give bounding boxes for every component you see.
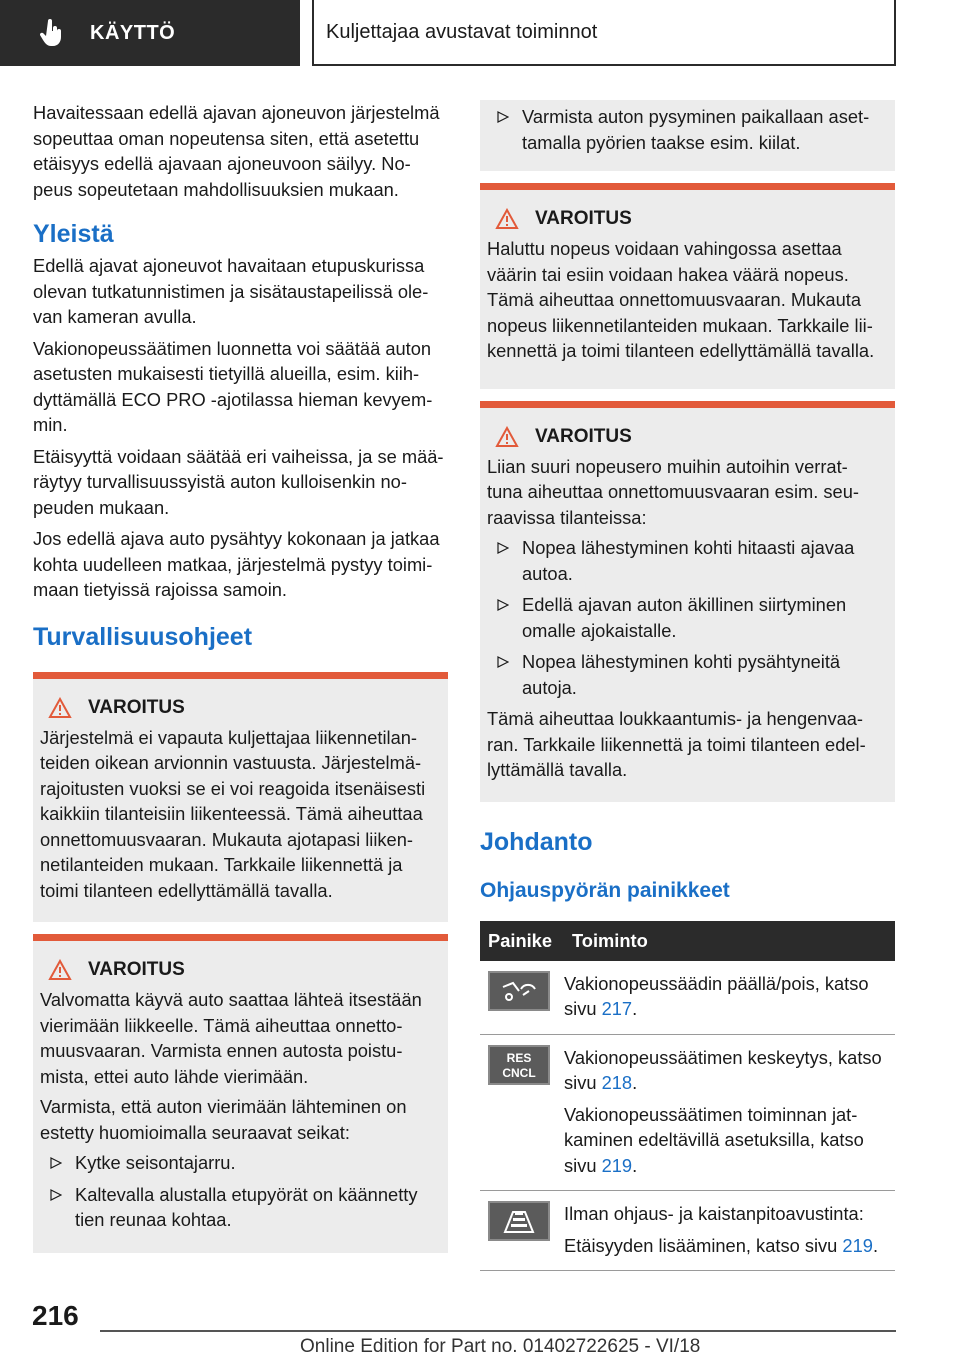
warning-triangle-icon	[48, 697, 72, 719]
page-number: 216	[32, 1300, 79, 1331]
heading-ohjauspyoran-painikkeet: Ohjauspyörän painikkeet	[480, 878, 730, 902]
bullet-list	[40, 1150, 440, 1233]
column-header-button: Painike	[480, 921, 564, 961]
function-cell: Vakionopeussäätimen keskeytys, katso sivu 218. Vakionopeussäätimen toiminnan jat‐ kaminen edeltävillä asetuksilla, katso sivu 219.	[564, 1034, 895, 1191]
bullet-triangle-icon	[497, 599, 509, 611]
table-row	[480, 961, 895, 1035]
distance-increase-icon	[488, 1201, 550, 1241]
bullet-triangle-icon	[50, 1157, 62, 1169]
paragraph-radar: Edellä ajavat ajoneuvot havaitaan etupuskurissa olevan tutkatunnistimen ja sisätaustapeilissä ole‐ van kameran avulla.	[33, 255, 429, 327]
warning-box-speed-difference	[480, 401, 895, 802]
warning-box-continued	[480, 100, 895, 171]
cncl-label: CNCL	[502, 1065, 536, 1080]
list-item: Edellä ajavan auton äkillinen siirtyminen omalle ajokaistalle.	[487, 592, 887, 643]
paragraph-distance: Etäisyyttä voidaan säätää eri vaiheissa, ja se mää‐ räytyy turvallisuussyistä auton kulloisenkin no‐ peuden mukaan.	[33, 445, 444, 518]
table-row	[480, 1034, 895, 1191]
bullet-list	[487, 535, 887, 700]
page-link[interactable]: 217	[601, 998, 633, 1019]
chapter-header	[312, 0, 896, 66]
hand-pointer-icon	[38, 19, 66, 47]
warning-box-wrong-speed	[480, 183, 895, 389]
warning-box-responsibility	[33, 672, 448, 923]
bullet-triangle-icon	[497, 111, 509, 123]
warning-text: Haluttu nopeus voidaan vahingossa asettaa väärin tai esiin voidaan hakea väärä nopeus. Tämä aiheuttaa onnettomuusvaaran. Mukauta nopeus liikennetilanteiden mukaan. Tarkkaile lii‐ kennettä ja toimi tilanteen edellyttämällä tavalla.	[487, 238, 875, 361]
footer-edition: Online Edition for Part no. 01402722625 - VI/18	[300, 1336, 701, 1357]
res-label: RES	[506, 1050, 532, 1065]
warning-box-rolling	[33, 934, 448, 1253]
warning-title-text: VAROITUS	[535, 425, 632, 447]
table-row	[480, 1191, 895, 1271]
chapter-title: Kuljettajaa avustavat toiminnot	[326, 20, 598, 43]
page-link[interactable]: 218	[601, 1072, 633, 1093]
list-item: Kytke seisontajarru.	[40, 1150, 440, 1176]
function-cell: Vakionopeussäädin päällä/pois, katso sivu 217.	[564, 961, 895, 1035]
warning-text-checklist-intro: Varmista, että auton vierimään lähteminen on estetty huomioimalla seuraavat seikat:	[40, 1096, 407, 1143]
paragraph-character: Vakionopeussäätimen luonnetta voi säätää auton asetusten mukaisesti tietyillä alueilla, esim. kiih‐ dyttämällä ECO PRO -ajotilassa hieman kevyem‐ min.	[33, 337, 433, 435]
warning-title-text: VAROITUS	[88, 959, 185, 980]
page-link[interactable]: 219	[601, 1154, 633, 1176]
right-column	[480, 100, 895, 1271]
column-header-function: Toiminto	[564, 921, 895, 961]
warning-title	[495, 426, 887, 448]
warning-text-consequence: Tämä aiheuttaa loukkaantumis- ja hengenvaa‐ ran. Tarkkaile liikennettä ja toimi tilanteen edel‐ lyttämällä tavalla.	[487, 708, 866, 780]
warning-text: Järjestelmä ei vapauta kuljettajaa liikennetilan‐ teiden oikean arvionnin vastuusta. Järjestelmä‐ rajoitusten vuoksi se ei voi reagoida itsenäisesti kaikkiin tilanteisiin liikenteessä. Tämä aiheuttaa onnettomuusvaaran. Mukauta ajotapasi liiken‐ netilanteiden mukaan. Tarkkaile liikennettä ja toimi tilanteen edellyttämällä tavalla.	[40, 726, 426, 901]
list-item: Nopea lähestyminen kohti hitaasti ajavaa autoa.	[487, 535, 887, 586]
warning-title-text: VAROITUS	[535, 208, 632, 229]
left-column	[33, 100, 448, 1253]
cruise-control-onoff-icon	[488, 971, 550, 1011]
bullet-list	[487, 104, 887, 155]
paragraph-stop-go: Jos edellä ajava auto pysähtyy kokonaan ja jatkaa kohta uudelleen matkaa, järjestelmä pystyy toimi‐ maan tietyissä rajoissa samoin.	[33, 528, 440, 600]
heading-turvallisuusohjeet: Turvallisuusohjeet	[33, 622, 253, 651]
intro-paragraph: Havaitessaan edellä ajavan ajoneuvon järjestelmä sopeuttaa oman nopeutensa siten, että asetettu etäisyys edellä ajavaan ajoneuvoon säilyy. No‐ peus sopeutetaan mahdollisuuksien mukaan.	[33, 102, 440, 200]
list-item: Kaltevalla alustalla etupyörät on käännetty tien reunaa kohtaa.	[40, 1182, 440, 1233]
list-item: Varmista auton pysyminen paikallaan aset‐ tamalla pyörien taakse esim. kiilat.	[487, 104, 887, 155]
footer-divider	[100, 1330, 896, 1332]
warning-text: Valvomatta käyvä auto saattaa lähteä itsestään vierimään liikkeelle. Tämä aiheuttaa onnetto‐ muusvaaran. Varmista ennen autosta poistu‐ mista, ettei auto lähde vierimään.	[40, 989, 422, 1087]
header-section-tab	[0, 0, 300, 66]
warning-title-text: VAROITUS	[88, 696, 185, 718]
list-item: Nopea lähestyminen kohti pysähtyneitä autoja.	[487, 649, 887, 700]
bullet-triangle-icon	[497, 542, 509, 554]
section-title: KÄYTTÖ	[90, 21, 176, 44]
bullet-triangle-icon	[50, 1189, 62, 1201]
res-cncl-icon	[488, 1045, 550, 1085]
warning-triangle-icon	[495, 208, 519, 230]
warning-title	[48, 959, 440, 981]
heading-yleista: Yleistä	[33, 220, 114, 248]
warning-triangle-icon	[495, 426, 519, 448]
warning-text: Liian suuri nopeusero muihin autoihin verrat‐ tuna aiheuttaa onnettomuusvaaran esim. seu‐ raavissa tilanteissa:	[487, 455, 859, 528]
table-header-row	[480, 921, 895, 961]
page-link[interactable]: 219	[842, 1234, 873, 1256]
bullet-triangle-icon	[497, 656, 509, 668]
warning-title	[495, 208, 887, 230]
steering-wheel-buttons-table	[480, 921, 895, 1272]
function-cell: Ilman ohjaus- ja kaistanpitoavustinta: Etäisyyden lisääminen, katso sivu 219.	[564, 1191, 895, 1271]
warning-triangle-icon	[48, 959, 72, 981]
heading-johdanto: Johdanto	[480, 827, 593, 856]
warning-title	[48, 697, 440, 719]
